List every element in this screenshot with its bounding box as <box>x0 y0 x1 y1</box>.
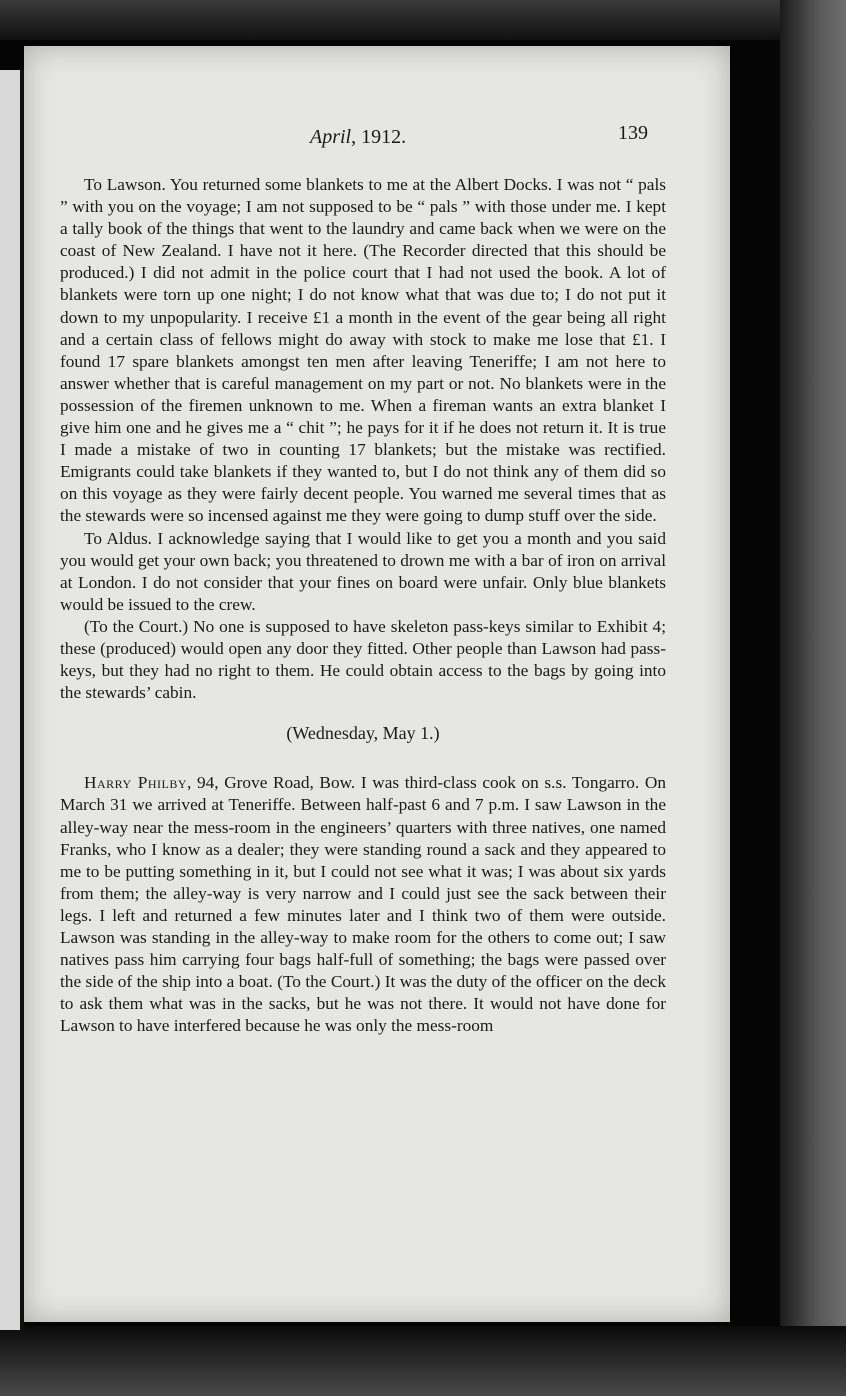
scan-border-top <box>0 0 846 40</box>
paragraph-to-the-court: (To the Court.) No one is supposed to have skeleton pass-keys similar to Exhibit 4; these (produced) would open any door they fitted. Other people than Lawson had pass-keys, but they had no right to them. He could obtain access to the bags by going into the stewards’ cabin. <box>60 616 666 703</box>
witness-name: Harry Philby <box>84 773 188 793</box>
running-title <box>310 126 406 149</box>
witness-testimony-text: , 94, Grove Road, Bow. I was third-class cook on s.s. Tongarro. On March 31 we arrived at Teneriffe. Between half-past 6 and 7 p.m. I saw Lawson in the alley-way near the mess-room in the engineers’ quarters with three natives, one named Franks, who I know as a dealer; they were standing round a sack and they appeared to me to be putting something in it, but I could not see what it was; I was about six yards from them; the alley-way is very narrow and I could just see the sack between their legs. I left and returned a few minutes later and I think two of them were outside. Lawson was standing in the alley-way to make room for the others to come out; I saw natives pass him carrying four bags half-full of something; the bags were passed over the side of the ship into a boat. (To the Court.) It was the duty of the officer on the deck to ask them what was in the sacks, but he was not there. It would not have done for Lawson to have interfered because he was only the mess-room <box>60 773 666 1036</box>
running-title-year: , 1912. <box>351 126 407 148</box>
date-heading: (Wednesday, May 1.) <box>286 723 440 744</box>
book-page <box>24 46 730 1322</box>
facing-page-edge <box>0 70 24 1330</box>
paragraph-to-aldus: To Aldus. I acknowledge saying that I would like to get you a month and you said you would get your own back; you threatened to drown me with a bar of iron on arrival at London. I do not consider that your fines on board were unfair. Only blue blankets would be issued to the crew. <box>60 528 666 614</box>
running-title-month: April <box>310 126 352 148</box>
page-body <box>60 174 666 1037</box>
paragraph-witness-testimony <box>60 772 666 1037</box>
page-number: 139 <box>618 122 648 144</box>
scan-border-bottom <box>0 1326 846 1396</box>
paragraph-to-lawson: To Lawson. You returned some blankets to me at the Albert Docks. I was not “ pals ” with you on the voyage; I am not supposed to be “ pals ” with those under me. I kept a tally book of the things that went to the laundry and came back when we were on the coast of New Zealand. I have not it here. (The Recorder directed that this should be produced.) I did not admit in the police court that I had not used the book. A lot of blankets were torn up one night; I do not know what that was due to; I do not put it down to my unpopularity. I receive £1 a month in the event of the gear being all right and a certain class of fellows might do away with stock to make me lose that £1. I found 17 spare blankets amongst ten men after leaving Teneriffe; I am not here to answer whether that is careful management on my part or not. No blankets were in the possession of the firemen unknown to me. When a fireman wants an extra blanket I give him one and he gives me a “ chit ”; he pays for it if he does not return it. It is true I made a mistake of two in counting 17 blankets; but the mistake was rectified. Emigrants could take blankets if they wanted to, but I do not think any of them did so on this voyage as they were fairly decent people. You warned me several times that as the stewards were so incensed against me they were going to dump stuff over the side. <box>60 175 666 526</box>
running-head <box>24 120 730 150</box>
scan-border-right <box>780 0 846 1396</box>
